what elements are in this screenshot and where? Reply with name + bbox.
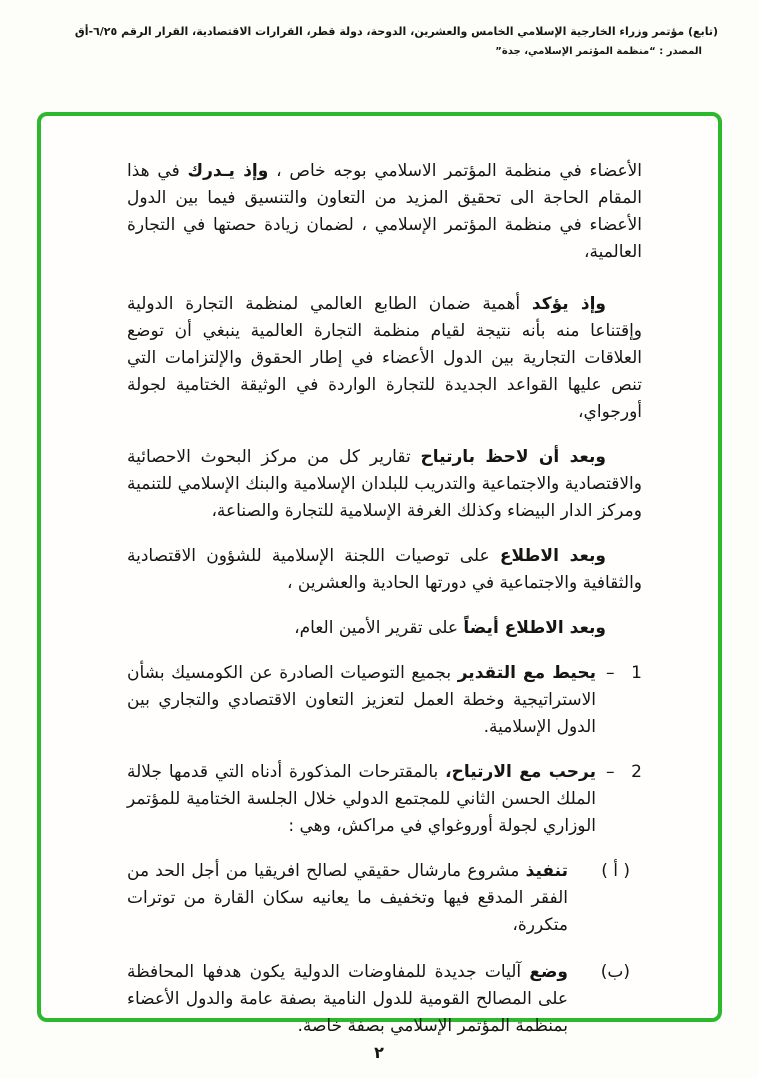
resolution-body (41, 116, 718, 1036)
header-source-line: المصدر : “منظمة المؤتمر الإسلامي، جدة” (495, 46, 702, 57)
paragraph-members (127, 158, 642, 266)
subitem-a (127, 858, 642, 939)
paragraph-lead-bold: وبعد أن لاحظ بارتياح (420, 447, 606, 467)
subitem-lead-bold: تنفيذ (525, 861, 568, 881)
item-body-text: بجميع التوصيات الصادرة عن الكومسيك بشأن الاستراتيجية وخطة العمل لتعزيز التعاون الاقتصادي والتجاري بين الدول الإسلامية. (127, 663, 596, 737)
item-text (127, 762, 596, 836)
subitem-lead-bold: وضع (529, 962, 568, 982)
paragraph-having-reviewed (127, 543, 642, 597)
numbered-item-1 (127, 660, 642, 741)
subitem-text (127, 861, 568, 935)
item-dash: – (606, 663, 615, 683)
item-text (127, 663, 596, 737)
subitem-body-text: آليات جديدة للمفاوضات الدولية يكون هدفها المحافظة على المصالح القومية للدول النامية بصفة عامة والدول الأعضاء بمنظمة المؤتمر الإسلامي بصفة خاصة. (127, 962, 568, 1036)
subitem-b (127, 959, 642, 1040)
paragraph-having-reviewed-also (127, 615, 642, 642)
item-dash: – (606, 762, 615, 782)
paragraph-text: على تقرير الأمين العام، (294, 618, 464, 638)
item-marker (600, 660, 646, 687)
item-lead-bold: يرحب مع الارتياح، (445, 762, 596, 782)
item-number: 1 (631, 663, 642, 683)
paragraph-text: على توصيات اللجنة الإسلامية للشؤون الاقتصادية والثقافية والاجتماعية في دورتها الحادية والعشرين ، (127, 546, 642, 593)
page-number: ٢ (374, 1043, 384, 1062)
paragraph-text: تقارير كل من مركز البحوث الاحصائية والاقتصادية والاجتماعية والتدريب للبلدان الإسلامية والبنك الإسلامي للتنمية ومركز الدار البيضاء وكذلك الغرفة الإسلامية للتجارة والصناعة، (127, 447, 642, 521)
subitem-text (127, 962, 568, 1036)
numbered-item-2 (127, 759, 642, 840)
subitem-body-text: مشروع مارشال حقيقي لصالح افريقيا من أجل الحد من الفقر المدقع فيها وتخفيف ما يعانيه سكان القارة من توترات متكررة، (127, 861, 568, 935)
header-citation-line: (تابع) مؤتمر وزراء الخارجية الإسلامي الخامس والعشرين، الدوحة، دولة قطر، القرارات الاقتصادية، القرار الرقم ٦/٢٥-أق (74, 25, 718, 38)
paragraph-text: أهمية ضمان الطابع العالمي لمنظمة التجارة الدولية وإقتناعا منه بأنه نتيجة لقيام منظمة التجارة العالمية ينبغي أن توضع العلاقات التجارية بين الدول الأعضاء في إطار الحقوق والإلتزامات التي تنص عليها القواعد الجديدة للتجارة الواردة في الوثيقة الختامية لجولة أورجواي، (127, 294, 642, 422)
document-header (40, 24, 718, 57)
subitem-marker: (ب) (600, 962, 630, 982)
paragraph-text: في هذا المقام الحاجة الى تحقيق المزيد من التعاون والتنسيق فيما بين الدول الأعضاء في منظمة المؤتمر الإسلامي ، لضمان زيادة حصتها في التجارة العالمية، (127, 161, 642, 262)
paragraph-lead-bold: وبعد الاطلاع (499, 546, 606, 566)
paragraph-lead-bold: وإذ يؤكد (531, 294, 606, 314)
subitem-marker: ( أ ) (601, 861, 630, 881)
paragraph-affirming (127, 291, 642, 426)
item-marker (600, 759, 646, 786)
paragraph-lead-bold: وبعد الاطلاع أيضاً (463, 618, 606, 638)
item-number: 2 (631, 762, 642, 782)
item-body-text: بالمقترحات المذكورة أدناه التي قدمها جلالة الملك الحسن الثاني للمجتمع الدولي خلال الجلسة الختامية للمؤتمر الوزاري لجولة أوروغواي في مراكش، وهي : (127, 762, 596, 836)
green-frame-border (37, 112, 722, 1036)
item-lead-bold: يحيط مع التقدير (457, 663, 597, 683)
paragraph-having-noted (127, 444, 642, 525)
paragraph-lead-bold: وإذ يـدرك (187, 161, 269, 181)
paragraph-text: الأعضاء في منظمة المؤتمر الاسلامي بوجه خاص ، (268, 161, 643, 181)
